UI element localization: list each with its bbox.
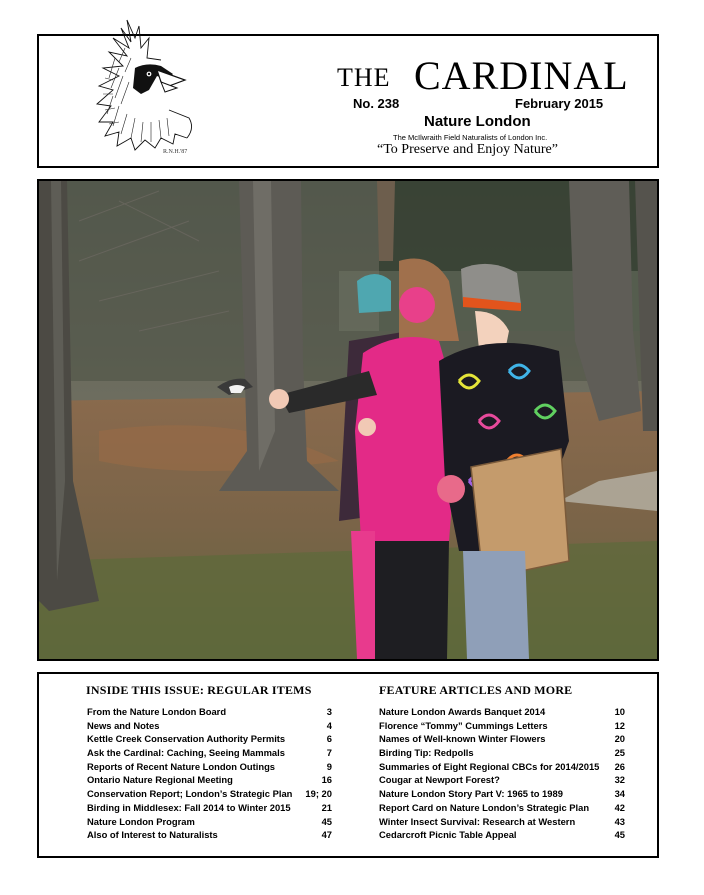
toc-item-page: 19; 20 [305, 788, 332, 800]
toc-item-page: 47 [321, 829, 332, 841]
toc-item[interactable] [87, 746, 332, 760]
toc-item-page: 21 [321, 801, 332, 813]
toc-item[interactable] [87, 760, 332, 774]
title-cardinal: CARDINAL [414, 53, 629, 98]
toc-item[interactable] [87, 773, 332, 787]
cover-photo [37, 179, 659, 661]
toc-item[interactable] [87, 828, 332, 842]
toc-item[interactable] [379, 760, 625, 774]
toc-item-title: Names of Well-known Winter Flowers [379, 733, 546, 745]
toc-item[interactable] [379, 773, 625, 787]
toc-item[interactable] [379, 787, 625, 801]
toc-item-page: 26 [614, 760, 625, 772]
toc-item-title: Also of Interest to Naturalists [87, 829, 218, 841]
toc-item-page: 7 [326, 747, 332, 759]
toc-item-title: Report Card on Nature London’s Strategic Plan [379, 801, 590, 813]
toc-item[interactable] [379, 828, 625, 842]
toc-item[interactable] [87, 732, 332, 746]
toc-item-page: 3 [326, 706, 332, 717]
feature-articles-list [379, 705, 625, 842]
toc-item-page: 45 [614, 829, 625, 841]
cardinal-logo-icon [69, 18, 204, 158]
table-of-contents [37, 672, 659, 858]
feature-articles-heading: FEATURE ARTICLES AND MORE [379, 683, 573, 697]
toc-item[interactable] [379, 719, 625, 733]
issue-number: No. 238 [353, 96, 400, 111]
toc-item-page: 16 [321, 774, 332, 786]
toc-item[interactable] [379, 815, 625, 829]
toc-item-title: Nature London Story Part V: 1965 to 1989 [379, 788, 563, 800]
toc-item[interactable] [87, 787, 332, 801]
toc-item[interactable] [87, 705, 332, 719]
toc-item-page: 10 [614, 706, 625, 717]
toc-item-title: Cougar at Newport Forest? [379, 774, 500, 786]
motto: “To Preserve and Enjoy Nature” [377, 142, 558, 157]
toc-item-title: Ask the Cardinal: Caching, Seeing Mammals [87, 747, 285, 759]
toc-item-page: 34 [614, 788, 625, 800]
toc-item-title: Reports of Recent Nature London Outings [87, 760, 276, 772]
toc-item-title: Kettle Creek Conservation Authority Permits [87, 733, 286, 745]
toc-item-title: Nature London Awards Banquet 2014 [379, 706, 546, 717]
toc-item-title: Winter Insect Survival: Research at Western [379, 815, 576, 827]
toc-item-title: Ontario Nature Regional Meeting [87, 774, 233, 786]
toc-item-page: 32 [614, 774, 625, 786]
toc-item-page: 42 [614, 801, 625, 813]
toc-item-title: Nature London Program [87, 815, 195, 827]
toc-item-title: From the Nature London Board [87, 706, 227, 717]
org-name: Nature London [424, 113, 531, 130]
masthead [37, 34, 659, 168]
toc-item-title: Summaries of Eight Regional CBCs for 2014/2015 [379, 760, 600, 772]
toc-item[interactable] [379, 732, 625, 746]
toc-item-page: 6 [326, 733, 332, 745]
toc-item-title: Birding in Middlesex: Fall 2014 to Winter 2015 [87, 801, 291, 813]
org-subtitle: The McIlwraith Field Naturalists of London Inc. [393, 133, 548, 142]
toc-item-page: 43 [614, 815, 625, 827]
title-the: THE [337, 63, 391, 92]
toc-item-title: Conservation Report; London’s Strategic Plan [87, 788, 293, 800]
toc-item[interactable] [379, 705, 625, 719]
logo-signature: R.N.H.'87 [163, 149, 188, 155]
regular-items-list [87, 705, 332, 842]
toc-item[interactable] [87, 719, 332, 733]
toc-item-page: 20 [614, 733, 625, 745]
toc-item-page: 12 [614, 719, 625, 731]
toc-item[interactable] [87, 815, 332, 829]
toc-item-title: Birding Tip: Redpolls [379, 747, 474, 759]
toc-item-title: Cedarcroft Picnic Table Appeal [379, 829, 517, 841]
toc-item[interactable] [379, 801, 625, 815]
toc-item-title: News and Notes [87, 719, 160, 731]
toc-item-page: 9 [326, 760, 332, 772]
toc-item[interactable] [379, 746, 625, 760]
toc-item[interactable] [87, 801, 332, 815]
toc-item-page: 4 [326, 719, 332, 731]
regular-items-heading: INSIDE THIS ISSUE: REGULAR ITEMS [86, 683, 312, 697]
issue-date: February 2015 [515, 96, 604, 111]
toc-item-page: 25 [614, 747, 625, 759]
cover-photo-illustration [39, 181, 657, 659]
toc-item-page: 45 [321, 815, 332, 827]
toc-item-title: Florence “Tommy” Cummings Letters [379, 719, 548, 731]
